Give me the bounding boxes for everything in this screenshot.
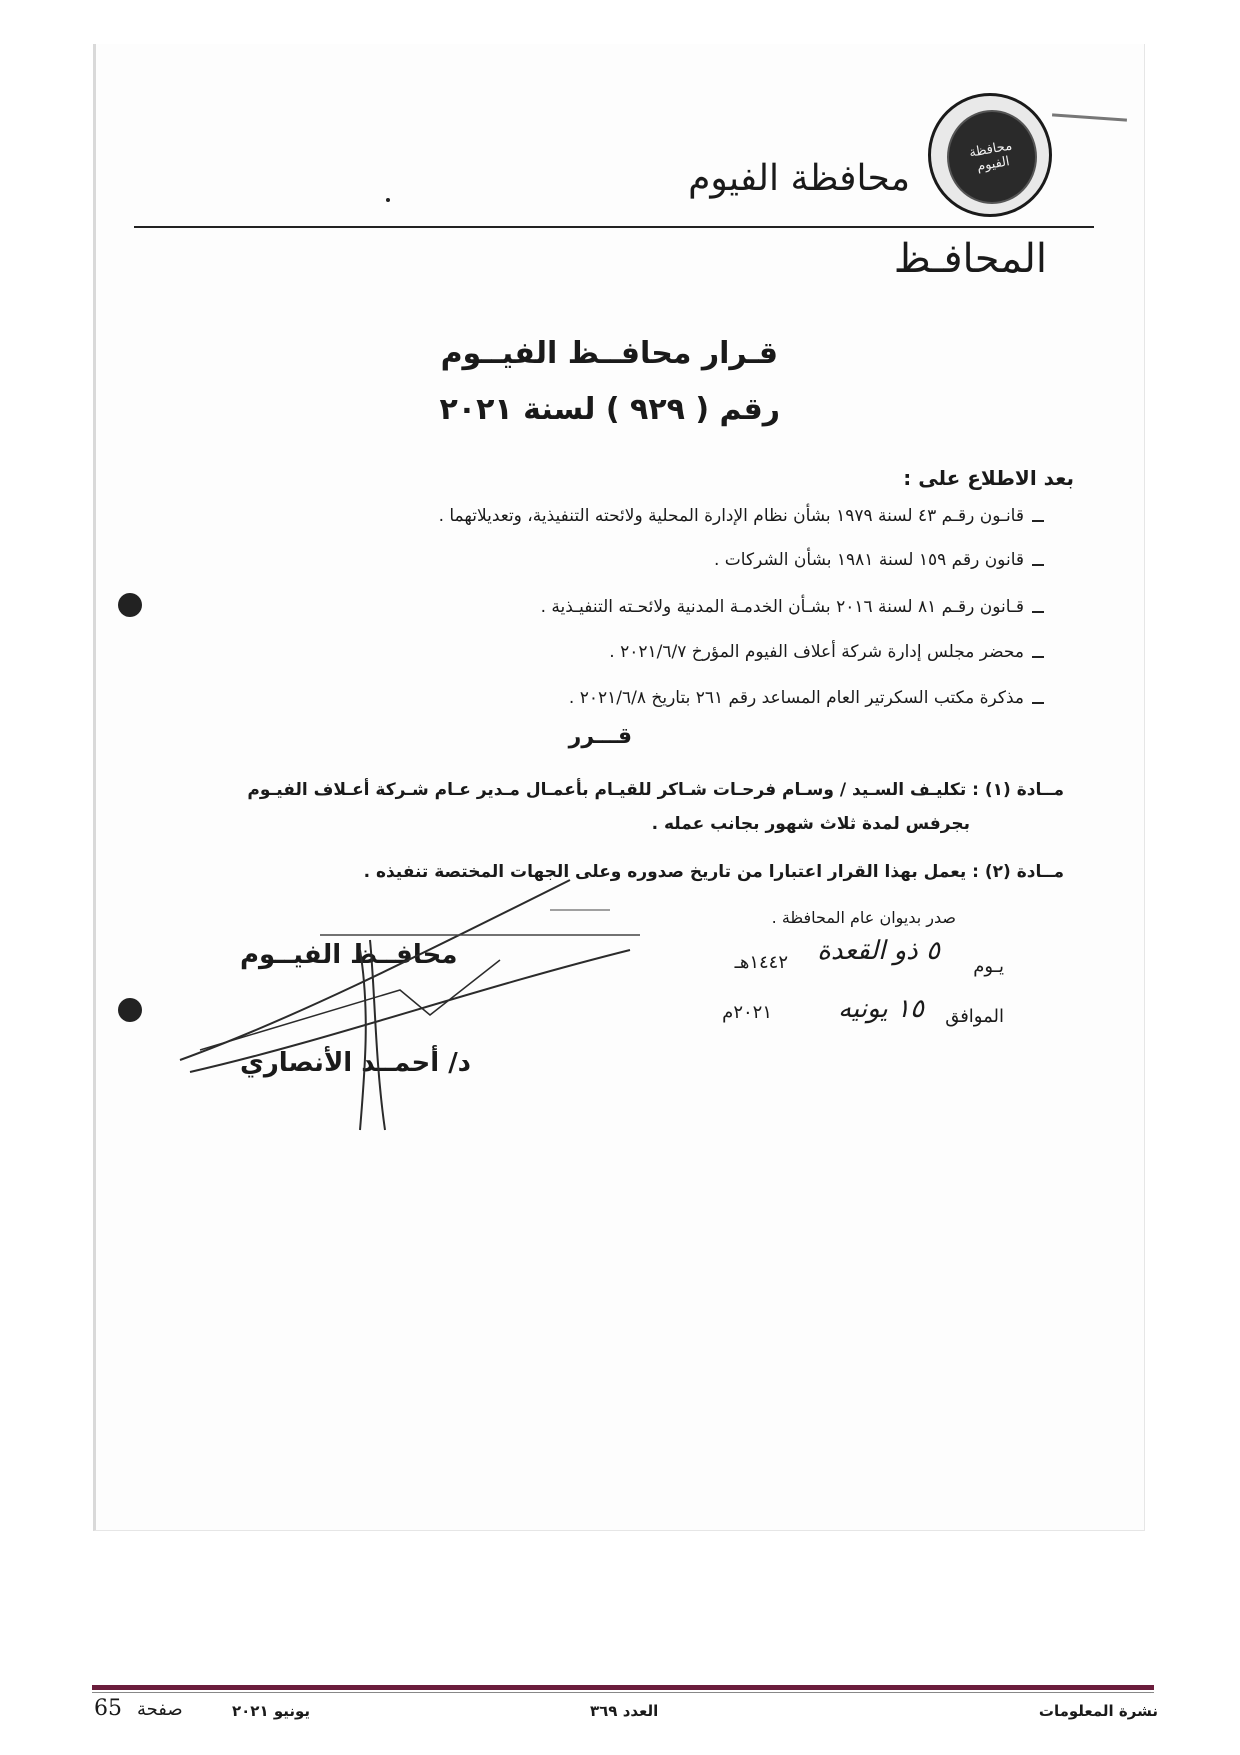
header-divider (134, 226, 1094, 228)
handwritten-hijri-day: ٥ ذو القعدة (817, 936, 940, 966)
day-label: يـوم (973, 956, 1004, 977)
decision-title: قـرار محافــظ الفيــوم (440, 336, 778, 371)
article-1-continuation: بجرفس لمدة ثلاث شهور بجانب عمله . (651, 814, 970, 834)
signatory-title: محافــظ الفيــوم (240, 940, 458, 970)
governorate-seal-logo (928, 93, 1052, 217)
decided-heading: قـــرر (568, 724, 632, 749)
list-bullet (1032, 656, 1044, 658)
signatory-name: د/ أحمــد الأنصاري (240, 1048, 472, 1078)
preamble-item: قانـون رقـم ٤٣ لسنة ١٩٧٩ بشأن نظام الإدارة المحلية ولائحته التنفيذية، وتعديلاتهما . (438, 506, 1024, 526)
scan-speck (386, 198, 390, 202)
list-bullet (1032, 611, 1044, 613)
list-bullet (1032, 564, 1044, 566)
preamble-item: قانون رقم ١٥٩ لسنة ١٩٨١ بشأن الشركات . (713, 550, 1024, 570)
page-number: 65 (94, 1696, 122, 1721)
punch-hole (118, 998, 142, 1022)
issued-at: صدر بديوان عام المحافظة . (771, 908, 956, 927)
preamble-intro: بعد الاطلاع على : (903, 466, 1074, 490)
governorate-name: محافظة الفيوم (688, 158, 910, 199)
seal-emblem (947, 110, 1037, 204)
footer-issue: العدد ٣٦٩ (590, 1702, 659, 1720)
corresponding-label: الموافق (945, 1006, 1004, 1027)
punch-hole (118, 593, 142, 617)
article-1: مــادة (١) : تكليـف السـيد / وسـام فرحـات شـاكر للقيـام بأعمـال مـدير عـام شـركة أعـلاف الفيـوم (247, 780, 1064, 800)
handwritten-signature (170, 840, 650, 1140)
handwritten-gregorian-date: ١٥ يونيه (838, 994, 924, 1024)
gregorian-year: ٢٠٢١م (722, 1002, 772, 1023)
footer-date: يونيو ٢٠٢١ (232, 1702, 311, 1720)
footer-rule-thin (92, 1692, 1154, 1693)
page-label: صفحة (137, 1699, 183, 1720)
preamble-item: مذكرة مكتب السكرتير العام المساعد رقم ٢٦١ بتاريخ ٢٠٢١/٦/٨ . (568, 688, 1024, 708)
seal-lettering: محافظة الفيوم (968, 138, 1014, 175)
hijri-year: ١٤٤٢هـ (734, 952, 788, 973)
decision-number: رقم ( ٩٢٩ ) لسنة ٢٠٢١ (439, 392, 780, 427)
preamble-item: محضر مجلس إدارة شركة أعلاف الفيوم المؤرخ ٢٠٢١/٦/٧ . (609, 642, 1024, 662)
footer-rule (92, 1685, 1154, 1690)
article-2: مــادة (٢) : يعمل بهذا القرار اعتبارا من تاريخ صدوره وعلى الجهات المختصة تنفيذه . (363, 862, 1064, 882)
preamble-item: قـانون رقـم ٨١ لسنة ٢٠١٦ بشـأن الخدمـة المدنية ولائحـته التنفيـذية . (540, 597, 1024, 617)
footer-publication: نشرة المعلومات (1038, 1702, 1158, 1720)
footer-page (94, 1696, 183, 1721)
office-title: المحافـظ (893, 236, 1047, 282)
list-bullet (1032, 520, 1044, 522)
list-bullet (1032, 702, 1044, 704)
